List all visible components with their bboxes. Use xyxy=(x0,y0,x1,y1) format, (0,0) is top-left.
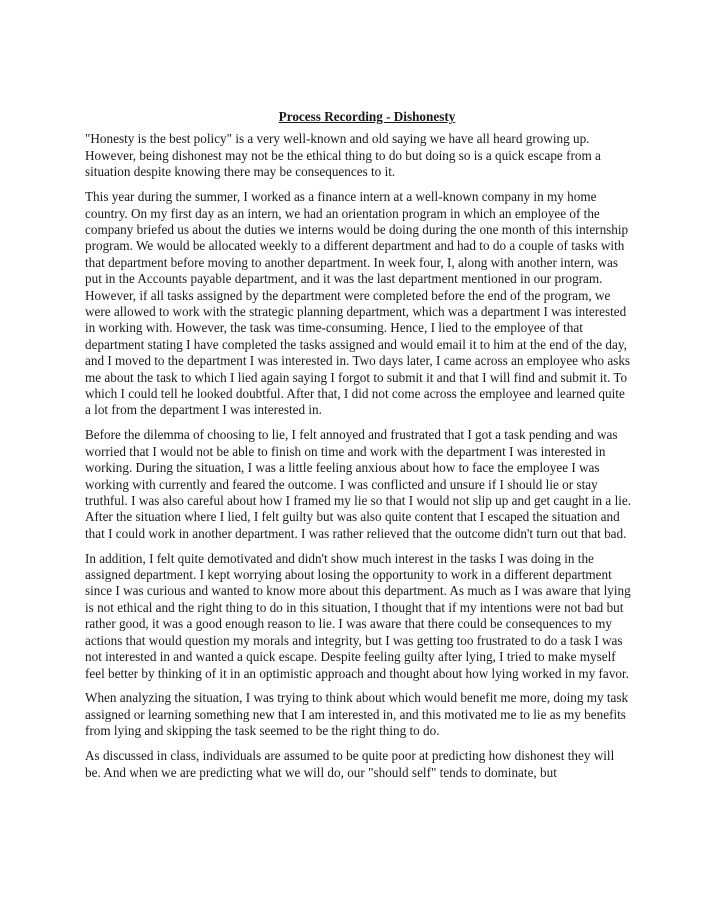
document-title: Process Recording - Dishonesty xyxy=(278,109,456,124)
paragraph-intro: "Honesty is the best policy" is a very well-known and old saying we have all heard growing up. However, being dishonest may not be the ethical thing to do but doing so is a quick escape from a situation despite knowing there may be consequences to it. xyxy=(85,131,601,180)
paragraph-analysis: When analyzing the situation, I was trying to think about which would benefit me more, doing my task assigned or learning something new that I am interested in, and this motivated me to lie as my benefits from lying and skipping the task seemed to be the right thing to do. xyxy=(85,690,629,739)
document-page xyxy=(85,109,633,789)
paragraph-internship-story: This year during the summer, I worked as a finance intern at a well-known company in my home country. On my first day as an intern, we had an orientation program in which an employee of the company briefed us about the duties we interns would be doing during the one month of this internship program. We would be allocated weekly to a different department and had to do a couple of tasks with that department before moving to another department. In week four, I, along with another intern, was put in the Accounts payable department, and it was the last department mentioned in our program. However, if all tasks assigned by the department were completed before the end of the program, we were allowed to work with the strategic planning department, which was a department I was interested in working with. However, the task was time-consuming. Hence, I lied to the employee of that department stating I have completed the tasks assigned and would email it to him at the end of the day, and I moved to the department I was interested in. Two days later, I came across an employee who asks me about the task to which I lied again saying I forgot to submit it and that I will find and submit it. To which I could tell he looked doubtful. After that, I did not come across the employee and learned quite a lot from the department I was interested in. xyxy=(85,189,631,418)
paragraph-motivation: In addition, I felt quite demotivated and didn't show much interest in the tasks I was doing in the assigned department. I kept worrying about losing the opportunity to work in a different department since I was curious and wanted to know more about this department. As much as I was aware that lying is not ethical and the right thing to do in this situation, I thought that if my intentions were not bad but rather good, it was a good enough reason to lie. I was aware that there could be consequences to my actions that would question my morals and integrity, but I was getting too frustrated to do a task I was not interested in and wanted a quick escape. Despite feeling guilty after lying, I tried to make myself feel better by thinking of it in an optimistic approach and thought about how lying worked in my favor. xyxy=(85,550,631,681)
paragraph-feelings: Before the dilemma of choosing to lie, I felt annoyed and frustrated that I got a task pending and was worried that I would not be able to finish on time and work with the department I was interested in working. During the situation, I was a little feeling anxious about how to face the employee I was working with currently and feared the outcome. I was conflicted and unsure if I should lie or stay truthful. I was also careful about how I framed my lie so that I would not slip up and get caught in a lie. After the situation where I lied, I felt guilty but was also quite content that I escaped the situation and that I could work in another department. I was rather relieved that the outcome didn't turn out that bad. xyxy=(85,427,632,541)
paragraph-class-discussion: As discussed in class, individuals are assumed to be quite poor at predicting how dishonest they will be. And when we are predicting what we will do, our "should self" tends to dominate, but xyxy=(85,748,615,780)
